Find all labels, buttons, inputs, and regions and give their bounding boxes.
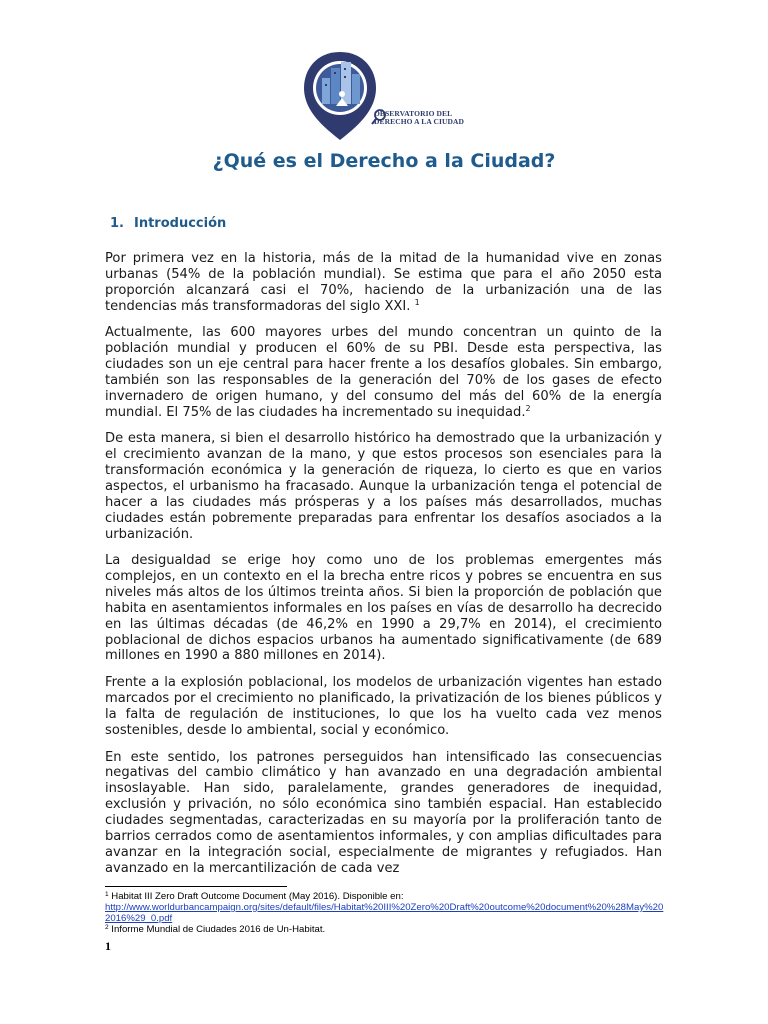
footnote-ref-2[interactable]: 2 <box>525 403 531 413</box>
paragraph-2: Actualmente, las 600 mayores urbes del mundo concentran un quinto de la población mundial y producen el 60% de su PBI. Desde esta perspectiva, las ciudades son un eje central para hacer frente a los desafíos globales. Sin embargo, también son las responsables de la generación del 70% de los gases de efecto invernadero de origen humano, y del consumo del más del 60% de la energía mundial. El 75% de las ciudades ha incrementado su inequidad.$^2$ <box>105 325 662 420</box>
page-number: 1 <box>105 939 111 953</box>
paragraph-4: La desigualdad se erige hoy como uno de los problemas emergentes más complejos, en un contexto en el la brecha entre ricos y pobres se encuentra en sus niveles más altos de los últimos treinta años. Si bien la proporción de población que habita en asentamientos informales en los países en vías de desarrollo ha decrecido en las últimas décadas (de 46,2% en 1990 a 29,7% en 2014), el crecimiento poblacional de dichos espacios urbanos ha aumentado significativamente (de 689 millones en 1990 a 880 millones en 2014). <box>105 553 662 664</box>
section-title: Introducción <box>134 216 227 231</box>
observatorio-logo <box>300 44 480 144</box>
logo-wordmark <box>374 110 464 126</box>
footnote-1: $^1$ Habitat III Zero Draft Outcome Document (May 2016). Disponible en: http://www.worldurbancampaign.org/sites/default/files/Habitat%20III%20Zero%20Draft%20outcome%20document%20%28May%202016%29_0.pdf <box>105 891 664 924</box>
footnotes <box>105 891 665 935</box>
paragraph-3: De esta manera, si bien el desarrollo histórico ha demostrado que la urbanización y el crecimiento avanzan de la mano, y que estos procesos son esenciales para la transformación económica y la generación de riqueza, lo cierto es que en varios aspectos, el urbanismo ha fracasado. Aunque la urbanización tenga el potencial de hacer a las ciudades más prósperas y a los países más desarrollados, muchas ciudades están pobremente preparadas para enfrentar los desafíos asociados a la urbanización. <box>105 431 662 542</box>
document-title: ¿Qué es el Derecho a la Ciudad? <box>212 150 556 172</box>
footnote-2: $^2$ Informe Mundial de Ciudades 2016 de Un-Habitat. <box>105 924 326 935</box>
paragraph-5: Frente a la explosión poblacional, los modelos de urbanización vigentes han estado marcados por el crecimiento no planificado, la privatización de los bienes públicos y la falta de regulación de instituciones, lo que los ha vuelto cada vez menos sostenibles, desde lo ambiental, social y económico. <box>105 675 662 738</box>
paragraph-1: Por primera vez en la historia, más de la mitad de la humanidad vive en zonas urbanas (54% de la población mundial). Se estima que para el año 2050 esta proporción alcanzará casi el 70%, haciendo de la urbanización una de las tendencias más transformadoras del siglo XXI. $^1$ <box>105 251 662 314</box>
logo-line-1: OBSERVATORIO DEL <box>374 109 453 118</box>
footnote-separator <box>105 886 287 887</box>
section-heading <box>110 216 226 231</box>
footnote-link[interactable]: http://www.worldurbancampaign.org/sites/default/files/Habitat%20III%20Zero%20Draft%20outcome%20document%20%28May%202016%29_0.pdf <box>105 902 664 924</box>
logo-line-2: DERECHO A LA CIUDAD <box>374 117 465 126</box>
paragraph-6: En este sentido, los patrones perseguidos han intensificado las consecuencias negativas del cambio climático y han avanzado en una degradación ambiental insoslayable. Han sido, paralelamente, grandes generadores de inequidad, exclusión y privación, no sólo económica sino también espacial. Han establecido ciudades segmentadas, caracterizadas en su mayoría por la proliferación tanto de barrios cerrados como de asentamientos informales, y con amplias dificultades para avanzar en la integración social, especialmente de migrantes y refugiados. Han avanzado en la mercantilización de cada vez <box>105 749 662 876</box>
body-text <box>105 251 662 887</box>
footnote-ref-1[interactable]: 1 <box>414 297 420 307</box>
section-number: 1. <box>110 216 124 231</box>
